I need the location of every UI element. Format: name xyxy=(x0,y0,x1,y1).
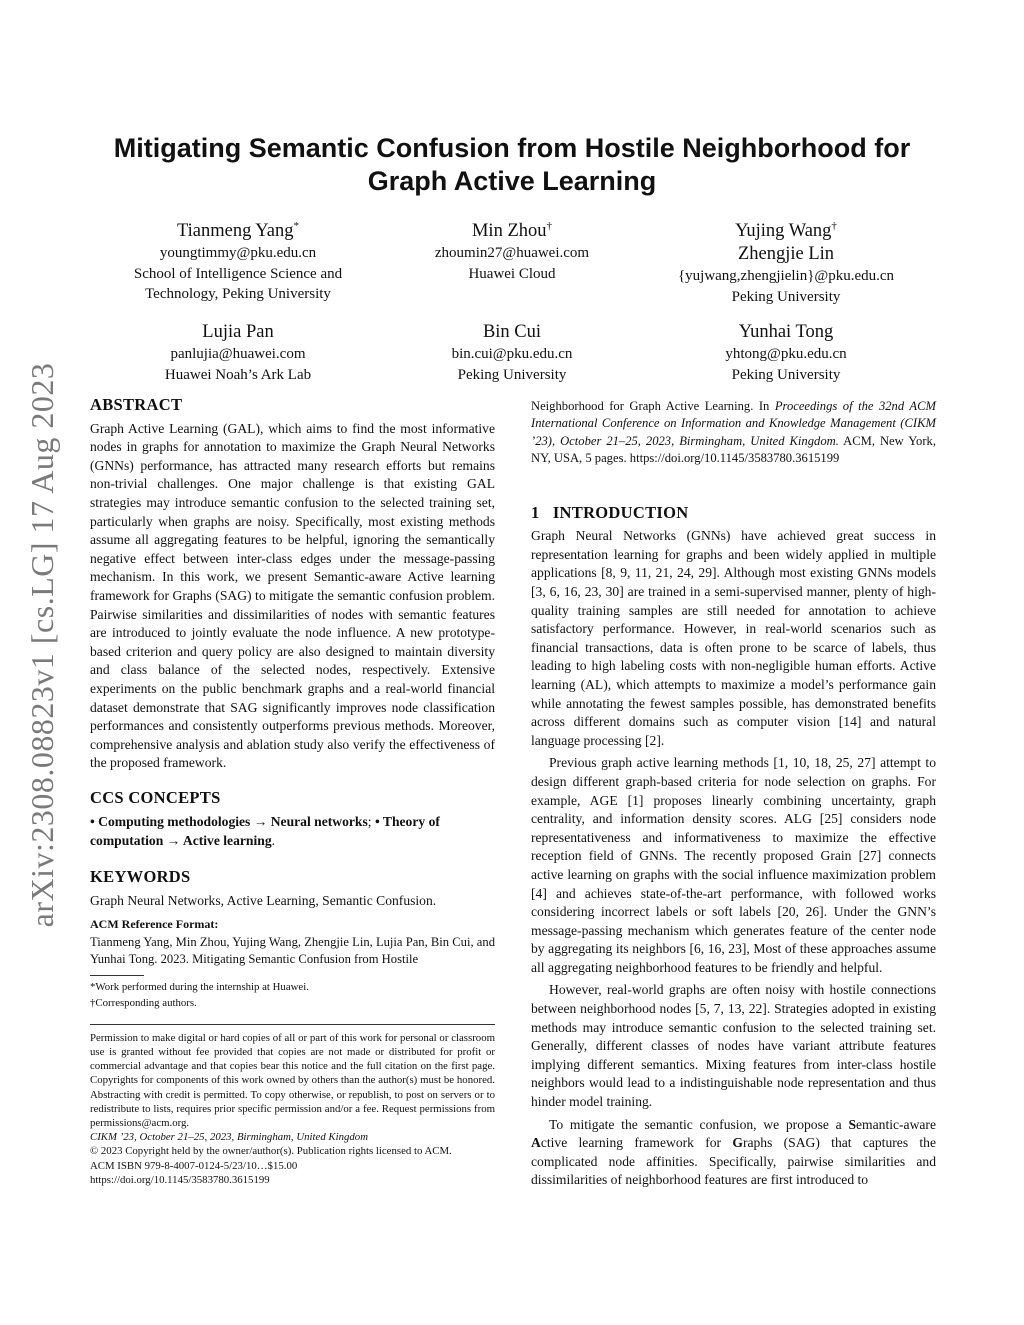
doi-link[interactable]: https://doi.org/10.1145/3583780.3615199 xyxy=(90,1173,270,1186)
abstract-text: Graph Active Learning (GAL), which aims to find the most informative nodes in graphs for annotation to maximize the Graph Neural Networks (GNNs) performance, has attracted many research efforts but remains non-trivial challenges. One major challenge is that existing GAL strategies may introduce semantic confusion to the selected training set, particularly when graphs are noisy. Specifically, most existing methods assume all aggregating features to be helpful, ignoring the semantically negative effect between inter-class edges under the message-passing mechanism. In this work, we present Semantic-aware Active learning framework for Graphs (SAG) to mitigate the semantic confusion problem. Pairwise similarities and dissimilarities of nodes with semantic features are introduced to jointly evaluate the node influence. A new prototype-based criterion and query policy are also designed to maintain diversity and class balance of the selected nodes, respectively. Extensive experiments on the public benchmark graphs and a real-world financial dataset demonstrate that SAG significantly improves node classification performances and consistently outperforms previous methods. Moreover, comprehensive analysis and ablation study also verify the effectiveness of the proposed framework. xyxy=(90,420,495,771)
ref-format-continued: Neighborhood for Graph Active Learning. In Proceedings of the 32nd ACM International Conference on Information and Knowledge Management (CIKM ’23), October 21–25, 2023, Birmingham, United Kingdom. ACM, New York, NY, USA, 5 pages. https://doi.org/10.1145/3583780.3615199 xyxy=(531,399,936,466)
author-affiliation: Technology, Peking University xyxy=(145,286,331,302)
author-block xyxy=(362,321,662,385)
venue-line: CIKM ’23, October 21–25, 2023, Birmingham, United Kingdom xyxy=(90,1131,369,1144)
left-column xyxy=(90,396,495,1187)
permission-rule xyxy=(90,1024,495,1025)
ref-format-text: Tianmeng Yang, Min Zhou, Yujing Wang, Zhengjie Lin, Lujia Pan, Bin Cui, and Yunhai Tong. 2023. Mitigating Semantic Confusion from Hostile xyxy=(90,935,495,967)
author-name: Zhengjie Lin xyxy=(737,244,835,264)
paper-title xyxy=(90,132,934,198)
permission-notice: Permission to make digital or hard copies of all or part of this work for personal or classroom use is granted without fee provided that copies are not made or distributed for profit or commercial advantage and that copies bear this notice and the full citation on the first page. Copyrights for components of this work owned by others than the author(s) must be honored. Abstracting with credit is permitted. To copy otherwise, or republish, to post on servers or to redistribute to lists, requires prior specific permission and/or a fee. Request permissions from permissions@acm.org. xyxy=(90,1031,495,1130)
author-affiliation: Huawei Noah’s Ark Lab xyxy=(164,366,312,383)
ccs-concept-2: • Theory of computation → Active learning xyxy=(90,814,440,849)
author-block xyxy=(362,220,662,284)
author-email: yhtong@pku.edu.cn xyxy=(725,346,847,362)
ccs-heading: CCS CONCEPTS xyxy=(90,787,221,807)
author-block xyxy=(88,321,388,385)
ref-format-heading: ACM Reference Format: xyxy=(90,916,219,931)
introduction-heading: 1 INTRODUCTION xyxy=(531,502,689,522)
author-email: panlujia@huawei.com xyxy=(170,346,306,362)
isbn-line: ACM ISBN 979-8-4007-0124-5/23/10…$15.00 xyxy=(90,1159,298,1172)
title-line-1: Mitigating Semantic Confusion from Hostile Neighborhood for xyxy=(113,133,911,163)
copyright-line: © 2023 Copyright held by the owner/author(s). Publication rights licensed to ACM. xyxy=(90,1145,452,1158)
author-name: Lujia Pan xyxy=(202,322,274,342)
author-name: Yunhai Tong xyxy=(738,322,834,342)
author-affiliation: Peking University xyxy=(457,366,567,383)
author-name: Yujing Wang xyxy=(735,221,832,241)
ccs-concepts: • Computing methodologies → Neural networks; • Theory of computation → Active learning. xyxy=(90,814,440,849)
intro-paragraph-3: However, real-world graphs are often noisy with hostile connections between neighborhood nodes [5, 7, 13, 22]. Strategies adopted in existing methods may introduce semantic confusion to the selected training set. Generally, different classes of nodes have variant attribute features implying different semantics. Mixing features from inter-class hostile neighbors would lead to a indistinguishable node representation and thus hinder model training. xyxy=(531,982,936,1110)
author-block xyxy=(88,220,388,305)
abstract-heading: ABSTRACT xyxy=(90,395,183,414)
intro-paragraph-4: To mitigate the semantic confusion, we propose a Semantic-aware Active learning framework for Graphs (SAG) that captures the complicated node affinities. Specifically, pairwise similarities and dissimilarities of neighborhood features are first introduced to xyxy=(531,1116,936,1188)
author-email: {yujwang,zhengjielin}@pku.edu.cn xyxy=(677,268,895,284)
intro-paragraph-1: Graph Neural Networks (GNNs) have achieved great success in representation learning for graphs and been widely applied in multiple applications [8, 9, 11, 21, 24, 29]. Although most existing GNNs models [3, 6, 16, 23, 30] are trained in a semi-supervised manner, plenty of high-quality training samples are still needed for annotation to achieve satisfactory performance. However, in real-world scenarios such as financial transactions, data is often prone to be scarce of labels, thus leading to high labeling costs with non-negligible human efforts. Active learning (AL), which attempts to maximize a model’s performance gain while annotating the fewest samples possible, has demonstrated benefits across different domains such as computer vision [14] and natural language processing [2]. xyxy=(531,528,936,748)
author-name: Bin Cui xyxy=(482,322,542,342)
author-block xyxy=(636,321,936,385)
author-mark: * xyxy=(293,219,299,232)
author-affiliation: Peking University xyxy=(731,366,841,383)
footnote-rule xyxy=(90,975,144,976)
author-block xyxy=(636,220,936,307)
author-affiliation: Peking University xyxy=(731,288,841,305)
intro-paragraph-2: Previous graph active learning methods [1, 10, 18, 25, 27] attempt to design different graph-based criteria for node selection on graphs. For example, AGE [1] proposes linearly combining uncertainty, graph centrality, and information density scores. ALG [25] considers node representativeness and informativeness to maximize the effective reception field of GNNs. The recently proposed Grain [27] connects active learning on graphs with the social influence maximization problem [4] and achieves state-of-the-art performance, with followed works considering incorrect labels or soft labels [20, 26]. Under the GNN’s message-passing mechanism which generates feature of the center node by aggregating its neighbors [6, 16, 23], Most of these approaches assume all aggregating neighborhood features to be friendly and helpful. xyxy=(531,755,936,975)
arxiv-stamp: arXiv:2308.08823v1 [cs.LG] 17 Aug 2023 xyxy=(24,362,60,928)
author-name: Tianmeng Yang xyxy=(176,221,294,241)
footnote-2: †Corresponding authors. xyxy=(90,996,197,1009)
author-mark: † xyxy=(546,219,552,232)
title-line-2: Graph Active Learning xyxy=(367,166,657,196)
author-mark: † xyxy=(831,219,837,232)
author-affiliation: School of Intelligence Science and xyxy=(133,265,343,282)
author-name: Min Zhou xyxy=(471,221,547,241)
keywords-heading: KEYWORDS xyxy=(90,866,191,886)
author-affiliation: Huawei Cloud xyxy=(468,265,556,282)
author-email: zhoumin27@huawei.com xyxy=(434,245,590,261)
right-column xyxy=(531,398,936,1190)
keywords-text: Graph Neural Networks, Active Learning, Semantic Confusion. xyxy=(90,893,437,909)
ccs-concept-1: • Computing methodologies → Neural networks xyxy=(90,814,368,830)
author-email: youngtimmy@pku.edu.cn xyxy=(159,245,317,261)
author-email: bin.cui@pku.edu.cn xyxy=(451,346,573,362)
footnote-1: *Work performed during the internship at Huawei. xyxy=(90,981,309,994)
